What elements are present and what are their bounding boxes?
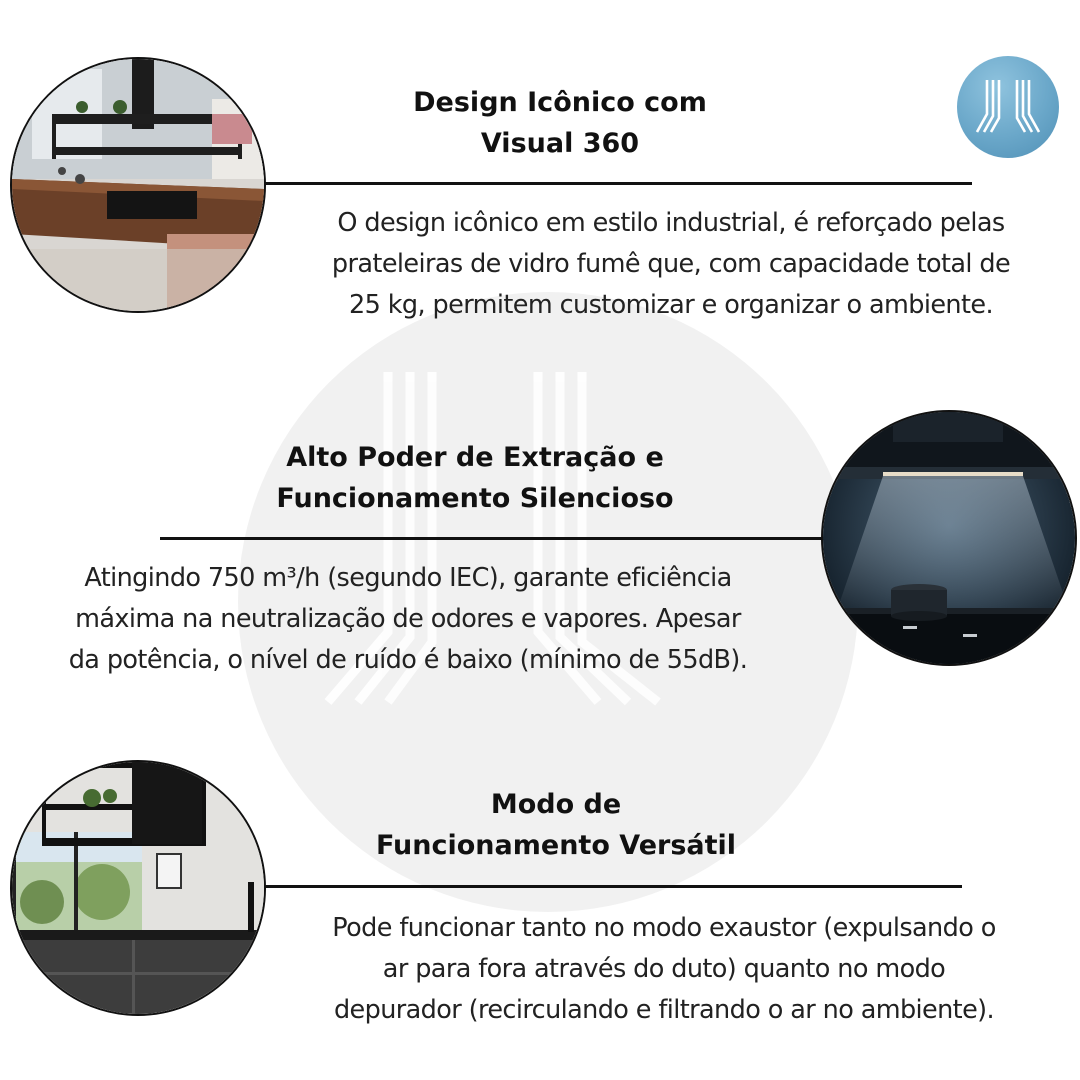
body-line: ar para fora através do duto) quanto no modo [382,954,946,984]
section-divider [265,885,962,888]
body-line: máxima na neutralização de odores e vapores. Apesar [75,604,741,634]
section-divider [265,182,972,185]
body-line: depurador (recirculando e filtrando o ar no ambiente). [333,995,995,1025]
body-line: Pode funcionar tanto no modo exaustor (expulsando o [332,913,996,943]
body-line: da potência, o nível de ruído é baixo (mínimo de 55dB). [68,645,748,675]
section-title-line1: Modo de [490,789,622,820]
section-body [262,203,1080,326]
kitchen-window-hood-photo [10,760,266,1016]
brand-logo-icon [957,56,1059,158]
section-title-line2: Funcionamento Versátil [375,830,737,861]
section-title [356,784,756,866]
section-title-line1: Design Icônico com [413,87,707,118]
hood-lights-pot-photo [821,410,1077,666]
section-title-line2: Funcionamento Silencioso [276,483,674,514]
section-title-line2: Visual 360 [480,128,640,159]
section-title [240,437,710,519]
section-title-line1: Alto Poder de Extração e [286,442,664,473]
body-line: prateleiras de vidro fumê que, com capacidade total de [331,249,1011,279]
section-body [254,908,1074,1031]
body-line: O design icônico em estilo industrial, é reforçado pelas [337,208,1005,238]
body-line: Atingindo 750 m³/h (segundo IEC), garante eficiência [84,563,732,593]
section-divider [160,537,828,540]
section-body [0,558,816,681]
kitchen-island-hood-photo [10,57,266,313]
section-title [360,82,760,164]
body-line: 25 kg, permitem customizar e organizar o ambiente. [349,290,993,320]
